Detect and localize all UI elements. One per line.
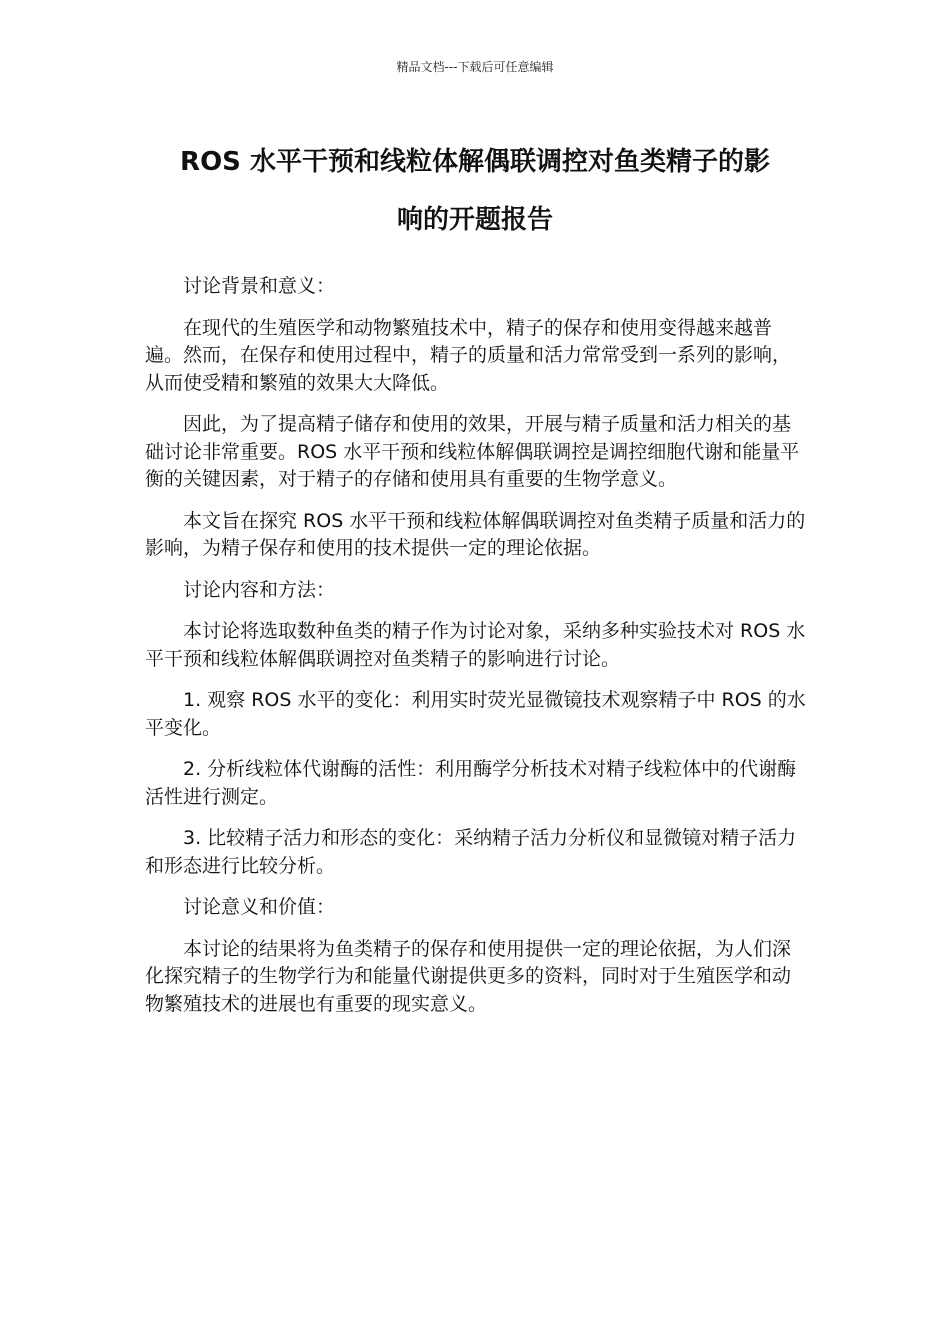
- document-body: [145, 273, 807, 1032]
- paragraph: 本文旨在探究 ROS 水平干预和线粒体解偶联调控对鱼类精子质量和活力的影响，为精子保存和使用的技术提供一定的理论依据。: [145, 509, 806, 559]
- title-line-1: ROS 水平干预和线粒体解偶联调控对鱼类精子的影: [180, 147, 770, 177]
- page-header: 精品文档---下载后可任意编辑: [396, 60, 554, 74]
- section-heading-significance: 讨论意义和价值：: [183, 896, 336, 918]
- paragraph: 本讨论的结果将为鱼类精子的保存和使用提供一定的理论依据，为人们深化探究精子的生物学行为和能量代谢提供更多的资料，同时对于生殖医学和动物繁殖技术的进展也有重要的现实意义。: [145, 937, 792, 1015]
- paragraph: 因此，为了提高精子储存和使用的效果，开展与精子质量和活力相关的基础讨论非常重要。ROS 水平干预和线粒体解偶联调控是调控细胞代谢和能量平衡的关键因素，对于精子的存储和使用具有重要的生物学意义。: [145, 413, 800, 490]
- paragraph: 在现代的生殖医学和动物繁殖技术中，精子的保存和使用变得越来越普遍。然而，在保存和使用过程中，精子的质量和活力常常受到一系列的影响，从而使受精和繁殖的效果大大降低。: [145, 316, 792, 394]
- paragraph: 本讨论将选取数种鱼类的精子作为讨论对象，采纳多种实验技术对 ROS 水平干预和线粒体解偶联调控对鱼类精子的影响进行讨论。: [145, 620, 806, 670]
- list-item: 1. 观察 ROS 水平的变化：利用实时荧光显微镜技术观察精子中 ROS 的水平变化。: [145, 689, 806, 739]
- title-line-2: 响的开题报告: [396, 205, 553, 235]
- section-heading-methods: 讨论内容和方法：: [183, 578, 336, 601]
- list-item: 3. 比较精子活力和形态的变化：采纳精子活力分析仪和显微镜对精子活力和形态进行比较分析。: [145, 827, 797, 877]
- section-heading-background: 讨论背景和意义：: [183, 275, 336, 297]
- document-title: [140, 133, 810, 249]
- list-item: 2. 分析线粒体代谢酶的活性：利用酶学分析技术对精子线粒体中的代谢酶活性进行测定。: [145, 758, 797, 808]
